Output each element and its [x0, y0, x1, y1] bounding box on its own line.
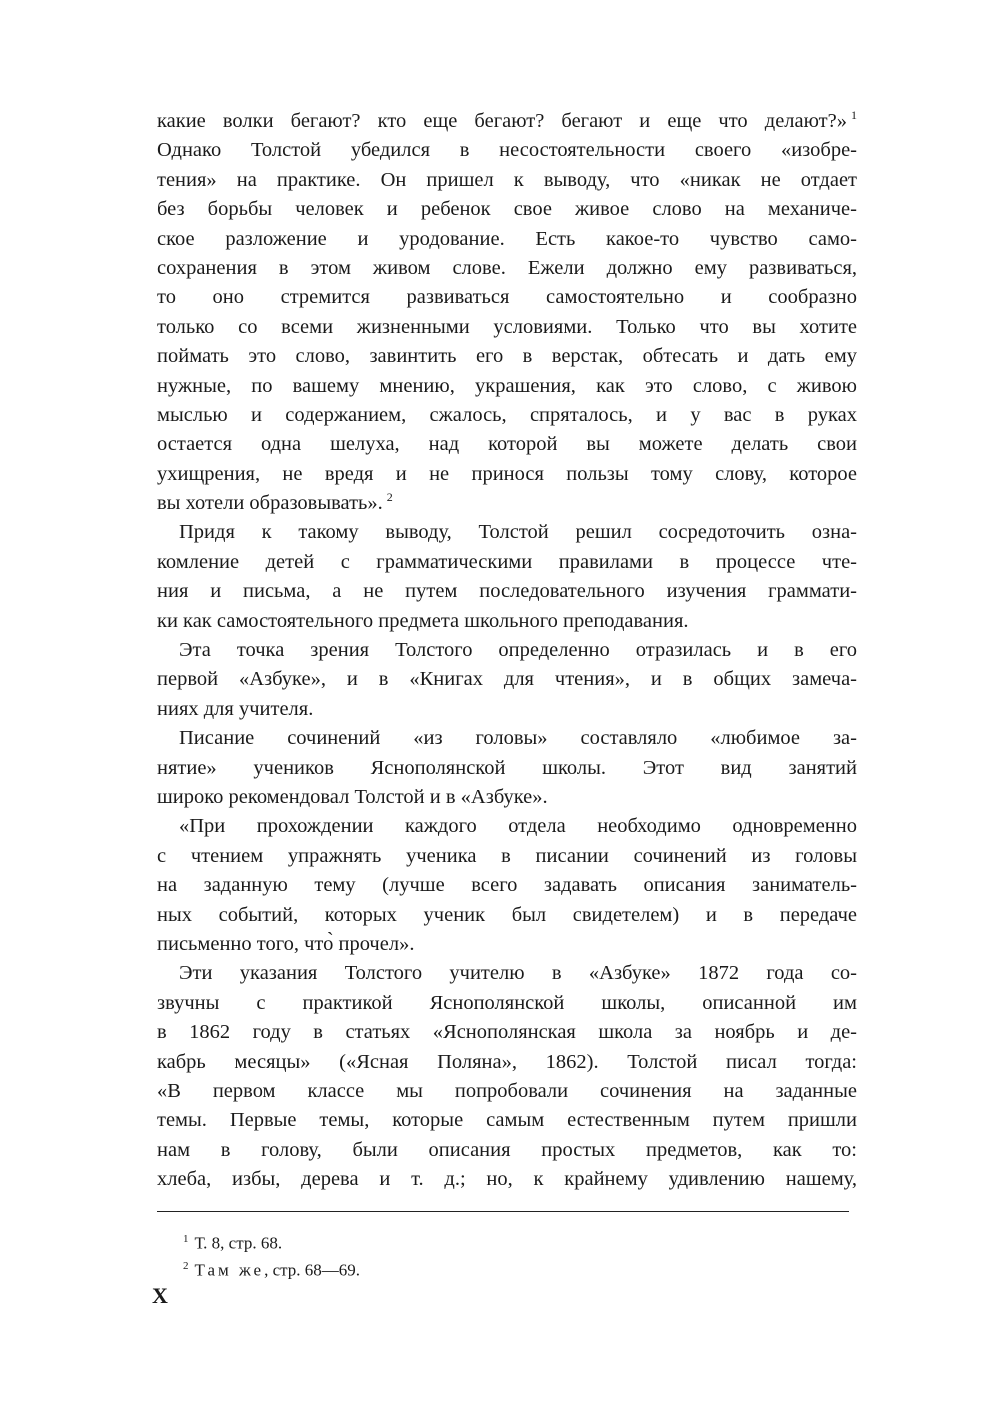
text-line: письменно того, что̀ прочел».: [157, 932, 415, 955]
text-line: звучны с практикой Яснополянской школы, описанной им: [157, 991, 857, 1014]
text-line: Эти указания Толстого учителю в «Азбуке» 1872 года со-: [179, 962, 857, 985]
text-line: темы. Первые темы, которые самым естественным путем пришли: [157, 1109, 857, 1132]
text-line: «В первом классе мы попробовали сочинения на заданные: [157, 1079, 857, 1102]
text-line: с чтением упражнять ученика в писании сочинений из головы: [157, 844, 857, 867]
text-line: только со всеми жизненными условиями. Только что вы хотите: [157, 315, 857, 338]
text-line: ния и письма, а не путем последовательного изучения граммати-: [157, 580, 857, 603]
text-line: поймать это слово, завинтить его в верстак, обтесать и дать ему: [157, 345, 857, 368]
text-line: широко рекомендовал Толстой и в «Азбуке».: [157, 785, 548, 808]
text-line: ных событий, которых ученик был свидетелем) и в передаче: [157, 903, 857, 926]
footnote-mark: 1: [183, 1233, 189, 1245]
footnote-spaced-text: Там же: [194, 1260, 265, 1280]
text-line: нужные, по вашему мнению, украшения, как это слово, с живою: [157, 374, 857, 397]
footnote-text: Т. 8, стр. 68.: [194, 1233, 283, 1253]
text-line: то оно стремится развиваться самостоятельно и сообразно: [157, 286, 857, 309]
text-line: нам в голову, были описания простых предметов, как то:: [157, 1138, 857, 1161]
text-line: мыслью и содержанием, сжалось, спряталось, и у вас в руках: [157, 403, 857, 426]
text-line: ки как самостоятельного предмета школьного преподавания.: [157, 609, 689, 632]
text-line: без борьбы человек и ребенок свое живое слово на механиче-: [157, 198, 857, 221]
text-line: остается одна шелуха, над которой вы можете делать свои: [157, 433, 857, 456]
text-line: ухищрения, не вредя и не принося пользы тому слову, которое: [157, 462, 857, 485]
page-number: X: [152, 1283, 168, 1308]
footnote-1: [183, 1228, 360, 1255]
text-line: Писание сочинений «из головы» составляло «любимое за-: [179, 727, 857, 750]
text-line: первой «Азбуке», и в «Книгах для чтения», и в общих замеча-: [157, 668, 857, 691]
text-line: в 1862 году в статьях «Яснополянская школа за ноябрь и де-: [157, 1021, 857, 1044]
text-line: комление детей с грамматическими правилами в процессе чте-: [157, 550, 857, 573]
text-line: какие волки бегают? кто еще бегают? бегают и еще что делают?» $^1$: [157, 108, 857, 132]
footnotes: [183, 1228, 360, 1281]
footnote-mark: 2: [183, 1259, 189, 1272]
text-line: нятие» учеников Яснополянской школы. Этот вид занятий: [157, 756, 857, 779]
main-text: [157, 107, 857, 1194]
text-line: Эта точка зрения Толстого определенно отразилась и в его: [179, 639, 857, 662]
text-line: хлеба, избы, дерева и т. д.; но, к крайнему удивлению нашему,: [157, 1168, 857, 1191]
footnote-divider: [157, 1211, 849, 1212]
text-line: ское разложение и уродование. Есть какое-то чувство само-: [157, 227, 857, 250]
footnote-2: [183, 1255, 360, 1282]
text-line: Однако Толстой убедился в несостоятельности своего «изобре-: [157, 139, 857, 162]
text-line: на заданную тему (лучше всего задавать описания заниматель-: [157, 874, 857, 897]
text-line: кабрь месяцы» («Ясная Поляна», 1862). Толстой писал тогда:: [157, 1050, 857, 1073]
text-line: тения» на практике. Он пришел к выводу, что «никак не отдает: [157, 168, 857, 191]
footnote-text: , стр. 68—69.: [264, 1260, 361, 1280]
text-line: ниях для учителя.: [157, 697, 314, 720]
footnote-ref-2[interactable]: 2: [386, 490, 393, 505]
text-line: «При прохождении каждого отдела необходимо одновременно: [179, 815, 857, 838]
text-line: вы хотели образовывать». $^2$: [157, 490, 393, 515]
footnote-ref-1[interactable]: 1: [851, 108, 857, 123]
text-line: Придя к такому выводу, Толстой решил сосредоточить озна-: [179, 521, 857, 544]
text-line: сохранения в этом живом слове. Ежели должно ему развиваться,: [157, 256, 857, 279]
